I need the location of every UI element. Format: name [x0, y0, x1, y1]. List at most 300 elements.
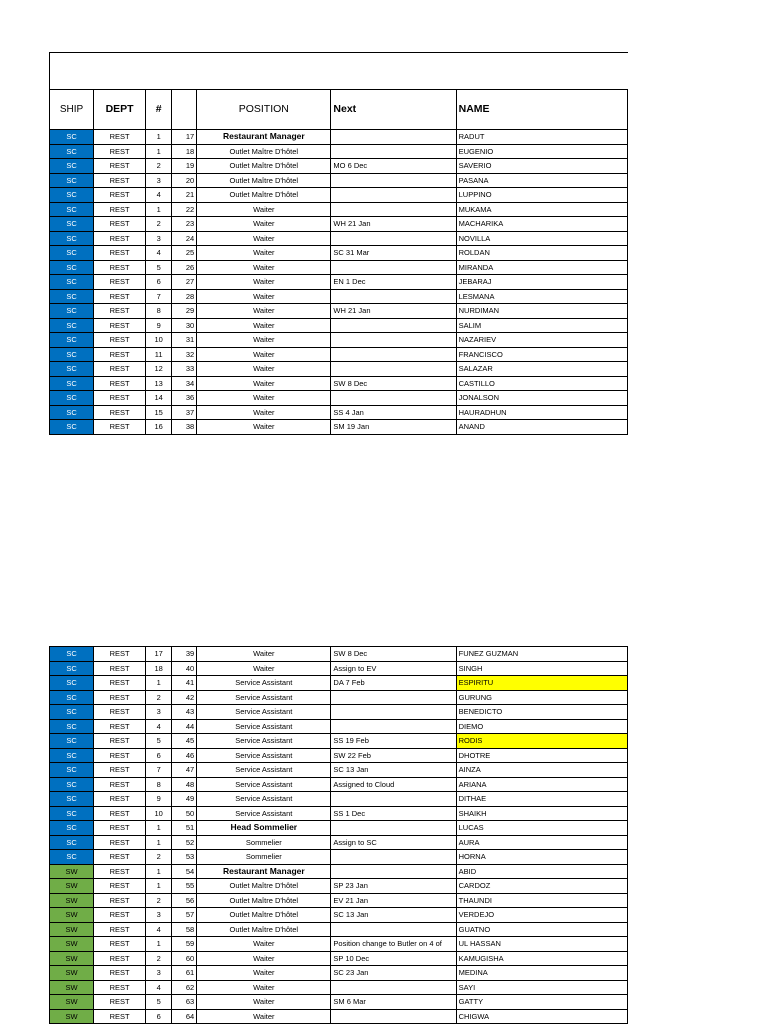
cell-dept[interactable]: REST	[94, 705, 146, 720]
cell-dept[interactable]: REST	[94, 835, 146, 850]
cell-position[interactable]: Waiter	[197, 231, 331, 246]
cell-next[interactable]	[331, 289, 456, 304]
cell-index[interactable]: 25	[172, 246, 197, 261]
cell-dept[interactable]: REST	[94, 806, 146, 821]
cell-name[interactable]: GUATNO	[456, 922, 627, 937]
cell-ship[interactable]: SC	[50, 748, 94, 763]
cell-name[interactable]: CARDOZ	[456, 879, 627, 894]
cell-ship[interactable]: SC	[50, 821, 94, 836]
cell-index[interactable]: 21	[172, 188, 197, 203]
cell-ship[interactable]: SC	[50, 159, 94, 174]
cell-position[interactable]: Waiter	[197, 937, 331, 952]
cell-name[interactable]: AINZA	[456, 763, 627, 778]
cell-next[interactable]	[331, 821, 456, 836]
cell-index[interactable]: 19	[172, 159, 197, 174]
cell-name[interactable]: DITHAE	[456, 792, 627, 807]
cell-dept[interactable]: REST	[94, 661, 146, 676]
cell-dept[interactable]: REST	[94, 391, 146, 406]
cell-next[interactable]	[331, 130, 456, 145]
cell-dept[interactable]: REST	[94, 159, 146, 174]
cell-dept[interactable]: REST	[94, 130, 146, 145]
cell-index[interactable]: 63	[172, 995, 197, 1010]
cell-name[interactable]: FRANCISCO	[456, 347, 627, 362]
cell-name[interactable]: KAMUGISHA	[456, 951, 627, 966]
cell-ship[interactable]: SW	[50, 864, 94, 879]
cell-next[interactable]: SS 4 Jan	[331, 405, 456, 420]
cell-number[interactable]: 1	[146, 676, 172, 691]
cell-name[interactable]: JONALSON	[456, 391, 627, 406]
cell-ship[interactable]: SW	[50, 966, 94, 981]
cell-name[interactable]: ARIANA	[456, 777, 627, 792]
cell-number[interactable]: 11	[146, 347, 172, 362]
cell-next[interactable]: SM 19 Jan	[331, 420, 456, 435]
cell-ship[interactable]: SC	[50, 676, 94, 691]
cell-name[interactable]: NOVILLA	[456, 231, 627, 246]
cell-number[interactable]: 14	[146, 391, 172, 406]
cell-position[interactable]: Outlet Maître D'hôtel	[197, 893, 331, 908]
cell-index[interactable]: 28	[172, 289, 197, 304]
cell-ship[interactable]: SC	[50, 763, 94, 778]
cell-name[interactable]: CASTILLO	[456, 376, 627, 391]
cell-number[interactable]: 2	[146, 951, 172, 966]
cell-dept[interactable]: REST	[94, 850, 146, 865]
cell-next[interactable]	[331, 980, 456, 995]
cell-name[interactable]: HAURADHUN	[456, 405, 627, 420]
header-number[interactable]: #	[146, 90, 172, 130]
cell-ship[interactable]: SW	[50, 980, 94, 995]
cell-number[interactable]: 6	[146, 1009, 172, 1024]
cell-dept[interactable]: REST	[94, 217, 146, 232]
cell-next[interactable]: Position change to Butler on 4 of	[331, 937, 456, 952]
cell-dept[interactable]: REST	[94, 966, 146, 981]
cell-next[interactable]	[331, 188, 456, 203]
cell-next[interactable]	[331, 705, 456, 720]
cell-ship[interactable]: SC	[50, 231, 94, 246]
cell-ship[interactable]: SC	[50, 289, 94, 304]
cell-index[interactable]: 30	[172, 318, 197, 333]
cell-ship[interactable]: SC	[50, 217, 94, 232]
cell-position[interactable]: Service Assistant	[197, 676, 331, 691]
cell-index[interactable]: 46	[172, 748, 197, 763]
cell-next[interactable]: DA 7 Feb	[331, 676, 456, 691]
cell-number[interactable]: 3	[146, 231, 172, 246]
cell-name[interactable]: NAZARIEV	[456, 333, 627, 348]
cell-position[interactable]: Service Assistant	[197, 734, 331, 749]
cell-dept[interactable]: REST	[94, 260, 146, 275]
cell-next[interactable]	[331, 202, 456, 217]
cell-dept[interactable]: REST	[94, 246, 146, 261]
cell-next[interactable]	[331, 362, 456, 377]
cell-name[interactable]: DIEMO	[456, 719, 627, 734]
cell-position[interactable]: Outlet Maître D'hôtel	[197, 922, 331, 937]
cell-ship[interactable]: SC	[50, 777, 94, 792]
cell-position[interactable]: Waiter	[197, 647, 331, 662]
cell-next[interactable]: SS 1 Dec	[331, 806, 456, 821]
cell-name[interactable]: JEBARAJ	[456, 275, 627, 290]
cell-next[interactable]	[331, 144, 456, 159]
cell-index[interactable]: 59	[172, 937, 197, 952]
cell-number[interactable]: 9	[146, 792, 172, 807]
cell-name[interactable]: SALAZAR	[456, 362, 627, 377]
cell-dept[interactable]: REST	[94, 420, 146, 435]
cell-number[interactable]: 3	[146, 173, 172, 188]
cell-next[interactable]: SS 19 Feb	[331, 734, 456, 749]
cell-position[interactable]: Service Assistant	[197, 806, 331, 821]
cell-ship[interactable]: SC	[50, 391, 94, 406]
cell-dept[interactable]: REST	[94, 647, 146, 662]
cell-position[interactable]: Waiter	[197, 347, 331, 362]
cell-index[interactable]: 38	[172, 420, 197, 435]
cell-number[interactable]: 2	[146, 850, 172, 865]
cell-number[interactable]: 15	[146, 405, 172, 420]
cell-next[interactable]: MO 6 Dec	[331, 159, 456, 174]
cell-next[interactable]: SW 8 Dec	[331, 376, 456, 391]
cell-next[interactable]: SC 13 Jan	[331, 908, 456, 923]
cell-dept[interactable]: REST	[94, 347, 146, 362]
cell-index[interactable]: 53	[172, 850, 197, 865]
cell-index[interactable]: 27	[172, 275, 197, 290]
header-dept[interactable]: DEPT	[94, 90, 146, 130]
cell-next[interactable]	[331, 690, 456, 705]
cell-next[interactable]: SC 23 Jan	[331, 966, 456, 981]
cell-dept[interactable]: REST	[94, 922, 146, 937]
cell-dept[interactable]: REST	[94, 188, 146, 203]
cell-position[interactable]: Sommelier	[197, 850, 331, 865]
cell-dept[interactable]: REST	[94, 202, 146, 217]
cell-ship[interactable]: SC	[50, 690, 94, 705]
cell-position[interactable]: Waiter	[197, 318, 331, 333]
cell-number[interactable]: 17	[146, 647, 172, 662]
cell-index[interactable]: 43	[172, 705, 197, 720]
cell-ship[interactable]: SC	[50, 719, 94, 734]
cell-position[interactable]: Service Assistant	[197, 719, 331, 734]
cell-index[interactable]: 39	[172, 647, 197, 662]
cell-name[interactable]: LUCAS	[456, 821, 627, 836]
cell-ship[interactable]: SC	[50, 705, 94, 720]
cell-next[interactable]	[331, 792, 456, 807]
cell-number[interactable]: 1	[146, 937, 172, 952]
cell-ship[interactable]: SC	[50, 246, 94, 261]
cell-dept[interactable]: REST	[94, 690, 146, 705]
cell-number[interactable]: 2	[146, 690, 172, 705]
cell-dept[interactable]: REST	[94, 405, 146, 420]
cell-index[interactable]: 37	[172, 405, 197, 420]
cell-index[interactable]: 50	[172, 806, 197, 821]
cell-ship[interactable]: SC	[50, 333, 94, 348]
cell-ship[interactable]: SC	[50, 144, 94, 159]
cell-ship[interactable]: SW	[50, 937, 94, 952]
cell-index[interactable]: 40	[172, 661, 197, 676]
cell-position[interactable]: Waiter	[197, 661, 331, 676]
cell-name[interactable]: SALIM	[456, 318, 627, 333]
cell-position[interactable]: Waiter	[197, 405, 331, 420]
cell-position[interactable]: Outlet Maître D'hôtel	[197, 173, 331, 188]
cell-index[interactable]: 51	[172, 821, 197, 836]
cell-next[interactable]: SP 23 Jan	[331, 879, 456, 894]
cell-ship[interactable]: SW	[50, 1009, 94, 1024]
cell-dept[interactable]: REST	[94, 821, 146, 836]
cell-ship[interactable]: SC	[50, 275, 94, 290]
cell-position[interactable]: Waiter	[197, 304, 331, 319]
cell-number[interactable]: 10	[146, 333, 172, 348]
cell-number[interactable]: 2	[146, 159, 172, 174]
cell-position[interactable]: Outlet Maître D'hôtel	[197, 188, 331, 203]
cell-number[interactable]: 4	[146, 246, 172, 261]
cell-number[interactable]: 1	[146, 821, 172, 836]
cell-dept[interactable]: REST	[94, 995, 146, 1010]
cell-index[interactable]: 49	[172, 792, 197, 807]
cell-next[interactable]	[331, 719, 456, 734]
cell-next[interactable]: SP 10 Dec	[331, 951, 456, 966]
header-position[interactable]: POSITION	[197, 90, 331, 130]
cell-dept[interactable]: REST	[94, 231, 146, 246]
cell-ship[interactable]: SC	[50, 362, 94, 377]
cell-dept[interactable]: REST	[94, 792, 146, 807]
cell-position[interactable]: Waiter	[197, 362, 331, 377]
cell-ship[interactable]: SC	[50, 188, 94, 203]
cell-ship[interactable]: SC	[50, 318, 94, 333]
cell-ship[interactable]: SC	[50, 304, 94, 319]
cell-index[interactable]: 60	[172, 951, 197, 966]
cell-name[interactable]: PASANA	[456, 173, 627, 188]
cell-dept[interactable]: REST	[94, 748, 146, 763]
cell-position[interactable]: Outlet Maître D'hôtel	[197, 908, 331, 923]
cell-index[interactable]: 20	[172, 173, 197, 188]
cell-number[interactable]: 5	[146, 734, 172, 749]
cell-ship[interactable]: SC	[50, 130, 94, 145]
cell-name[interactable]: ROLDAN	[456, 246, 627, 261]
cell-dept[interactable]: REST	[94, 937, 146, 952]
cell-name[interactable]: GATTY	[456, 995, 627, 1010]
cell-name[interactable]: HORNA	[456, 850, 627, 865]
cell-ship[interactable]: SC	[50, 405, 94, 420]
cell-position[interactable]: Service Assistant	[197, 763, 331, 778]
cell-position[interactable]: Waiter	[197, 260, 331, 275]
cell-next[interactable]: WH 21 Jan	[331, 304, 456, 319]
cell-name[interactable]: UL HASSAN	[456, 937, 627, 952]
cell-name[interactable]: THAUNDI	[456, 893, 627, 908]
cell-number[interactable]: 5	[146, 260, 172, 275]
cell-number[interactable]: 3	[146, 908, 172, 923]
cell-dept[interactable]: REST	[94, 289, 146, 304]
cell-ship[interactable]: SC	[50, 376, 94, 391]
cell-index[interactable]: 33	[172, 362, 197, 377]
cell-number[interactable]: 4	[146, 188, 172, 203]
cell-ship[interactable]: SW	[50, 879, 94, 894]
cell-position[interactable]: Waiter	[197, 966, 331, 981]
cell-dept[interactable]: REST	[94, 376, 146, 391]
cell-name[interactable]: SAVERIO	[456, 159, 627, 174]
cell-position[interactable]: Sommelier	[197, 835, 331, 850]
cell-name[interactable]: VERDEJO	[456, 908, 627, 923]
cell-ship[interactable]: SC	[50, 734, 94, 749]
cell-name[interactable]: SHAIKH	[456, 806, 627, 821]
cell-position[interactable]: Service Assistant	[197, 690, 331, 705]
cell-next[interactable]: SC 31 Mar	[331, 246, 456, 261]
cell-next[interactable]	[331, 173, 456, 188]
cell-dept[interactable]: REST	[94, 676, 146, 691]
header-index[interactable]	[172, 90, 197, 130]
cell-index[interactable]: 52	[172, 835, 197, 850]
cell-number[interactable]: 13	[146, 376, 172, 391]
cell-next[interactable]: EV 21 Jan	[331, 893, 456, 908]
cell-ship[interactable]: SW	[50, 922, 94, 937]
cell-ship[interactable]: SW	[50, 951, 94, 966]
cell-position[interactable]: Service Assistant	[197, 792, 331, 807]
cell-next[interactable]	[331, 864, 456, 879]
cell-next[interactable]: Assign to EV	[331, 661, 456, 676]
cell-name[interactable]: LUPPINO	[456, 188, 627, 203]
cell-index[interactable]: 36	[172, 391, 197, 406]
cell-name[interactable]: CHIGWA	[456, 1009, 627, 1024]
cell-name[interactable]: ANAND	[456, 420, 627, 435]
cell-number[interactable]: 12	[146, 362, 172, 377]
cell-index[interactable]: 44	[172, 719, 197, 734]
cell-next[interactable]	[331, 260, 456, 275]
cell-number[interactable]: 1	[146, 130, 172, 145]
header-next[interactable]: Next	[331, 90, 456, 130]
cell-index[interactable]: 23	[172, 217, 197, 232]
cell-ship[interactable]: SW	[50, 995, 94, 1010]
cell-position[interactable]: Head Sommelier	[197, 821, 331, 836]
cell-ship[interactable]: SC	[50, 260, 94, 275]
cell-dept[interactable]: REST	[94, 879, 146, 894]
header-ship[interactable]: SHIP	[50, 90, 94, 130]
cell-next[interactable]	[331, 850, 456, 865]
cell-dept[interactable]: REST	[94, 980, 146, 995]
cell-next[interactable]	[331, 318, 456, 333]
cell-number[interactable]: 3	[146, 966, 172, 981]
cell-index[interactable]: 32	[172, 347, 197, 362]
cell-ship[interactable]: SC	[50, 347, 94, 362]
cell-ship[interactable]: SC	[50, 420, 94, 435]
cell-dept[interactable]: REST	[94, 719, 146, 734]
cell-dept[interactable]: REST	[94, 777, 146, 792]
cell-position[interactable]: Waiter	[197, 333, 331, 348]
cell-position[interactable]: Waiter	[197, 275, 331, 290]
cell-index[interactable]: 56	[172, 893, 197, 908]
cell-dept[interactable]: REST	[94, 908, 146, 923]
cell-next[interactable]: Assigned to Cloud	[331, 777, 456, 792]
cell-dept[interactable]: REST	[94, 864, 146, 879]
cell-position[interactable]: Waiter	[197, 420, 331, 435]
cell-number[interactable]: 8	[146, 304, 172, 319]
cell-next[interactable]: SC 13 Jan	[331, 763, 456, 778]
cell-ship[interactable]: SC	[50, 661, 94, 676]
cell-dept[interactable]: REST	[94, 144, 146, 159]
cell-name[interactable]: MEDINA	[456, 966, 627, 981]
cell-number[interactable]: 6	[146, 748, 172, 763]
cell-next[interactable]: SW 22 Feb	[331, 748, 456, 763]
cell-ship[interactable]: SW	[50, 893, 94, 908]
cell-number[interactable]: 5	[146, 995, 172, 1010]
cell-index[interactable]: 17	[172, 130, 197, 145]
cell-number[interactable]: 10	[146, 806, 172, 821]
cell-number[interactable]: 8	[146, 777, 172, 792]
cell-dept[interactable]: REST	[94, 951, 146, 966]
cell-next[interactable]	[331, 391, 456, 406]
cell-number[interactable]: 4	[146, 980, 172, 995]
cell-index[interactable]: 48	[172, 777, 197, 792]
cell-index[interactable]: 45	[172, 734, 197, 749]
cell-position[interactable]: Waiter	[197, 980, 331, 995]
cell-index[interactable]: 62	[172, 980, 197, 995]
cell-index[interactable]: 47	[172, 763, 197, 778]
cell-index[interactable]: 64	[172, 1009, 197, 1024]
cell-name[interactable]: MIRANDA	[456, 260, 627, 275]
cell-dept[interactable]: REST	[94, 1009, 146, 1024]
cell-dept[interactable]: REST	[94, 318, 146, 333]
cell-number[interactable]: 4	[146, 922, 172, 937]
cell-next[interactable]	[331, 922, 456, 937]
cell-name[interactable]: DHOTRE	[456, 748, 627, 763]
cell-index[interactable]: 54	[172, 864, 197, 879]
header-name[interactable]: NAME	[456, 90, 627, 130]
cell-number[interactable]: 9	[146, 318, 172, 333]
cell-next[interactable]	[331, 1009, 456, 1024]
cell-number[interactable]: 1	[146, 879, 172, 894]
cell-position[interactable]: Service Assistant	[197, 777, 331, 792]
cell-ship[interactable]: SW	[50, 908, 94, 923]
cell-dept[interactable]: REST	[94, 275, 146, 290]
cell-number[interactable]: 4	[146, 719, 172, 734]
cell-index[interactable]: 58	[172, 922, 197, 937]
cell-position[interactable]: Outlet Maître D'hôtel	[197, 144, 331, 159]
cell-name[interactable]: RADUT	[456, 130, 627, 145]
cell-dept[interactable]: REST	[94, 763, 146, 778]
cell-index[interactable]: 41	[172, 676, 197, 691]
cell-next[interactable]: SW 8 Dec	[331, 647, 456, 662]
cell-position[interactable]: Waiter	[197, 391, 331, 406]
cell-number[interactable]: 7	[146, 763, 172, 778]
cell-name[interactable]: ESPIRITU	[456, 676, 627, 691]
cell-number[interactable]: 1	[146, 864, 172, 879]
cell-position[interactable]: Restaurant Manager	[197, 130, 331, 145]
cell-index[interactable]: 42	[172, 690, 197, 705]
cell-position[interactable]: Service Assistant	[197, 705, 331, 720]
cell-dept[interactable]: REST	[94, 893, 146, 908]
cell-index[interactable]: 22	[172, 202, 197, 217]
cell-ship[interactable]: SC	[50, 647, 94, 662]
cell-name[interactable]: MUKAMA	[456, 202, 627, 217]
cell-number[interactable]: 16	[146, 420, 172, 435]
cell-position[interactable]: Service Assistant	[197, 748, 331, 763]
cell-name[interactable]: MACHARIKA	[456, 217, 627, 232]
cell-index[interactable]: 29	[172, 304, 197, 319]
cell-number[interactable]: 3	[146, 705, 172, 720]
cell-index[interactable]: 61	[172, 966, 197, 981]
cell-index[interactable]: 26	[172, 260, 197, 275]
cell-position[interactable]: Waiter	[197, 376, 331, 391]
cell-name[interactable]: RODIS	[456, 734, 627, 749]
cell-name[interactable]: BENEDICTO	[456, 705, 627, 720]
cell-position[interactable]: Waiter	[197, 202, 331, 217]
cell-position[interactable]: Waiter	[197, 995, 331, 1010]
cell-position[interactable]: Outlet Maître D'hôtel	[197, 879, 331, 894]
cell-position[interactable]: Restaurant Manager	[197, 864, 331, 879]
cell-next[interactable]: SM 6 Mar	[331, 995, 456, 1010]
cell-position[interactable]: Waiter	[197, 246, 331, 261]
cell-next[interactable]	[331, 231, 456, 246]
cell-index[interactable]: 18	[172, 144, 197, 159]
cell-index[interactable]: 55	[172, 879, 197, 894]
cell-dept[interactable]: REST	[94, 333, 146, 348]
cell-ship[interactable]: SC	[50, 202, 94, 217]
cell-number[interactable]: 1	[146, 144, 172, 159]
cell-index[interactable]: 31	[172, 333, 197, 348]
cell-number[interactable]: 1	[146, 202, 172, 217]
cell-number[interactable]: 7	[146, 289, 172, 304]
